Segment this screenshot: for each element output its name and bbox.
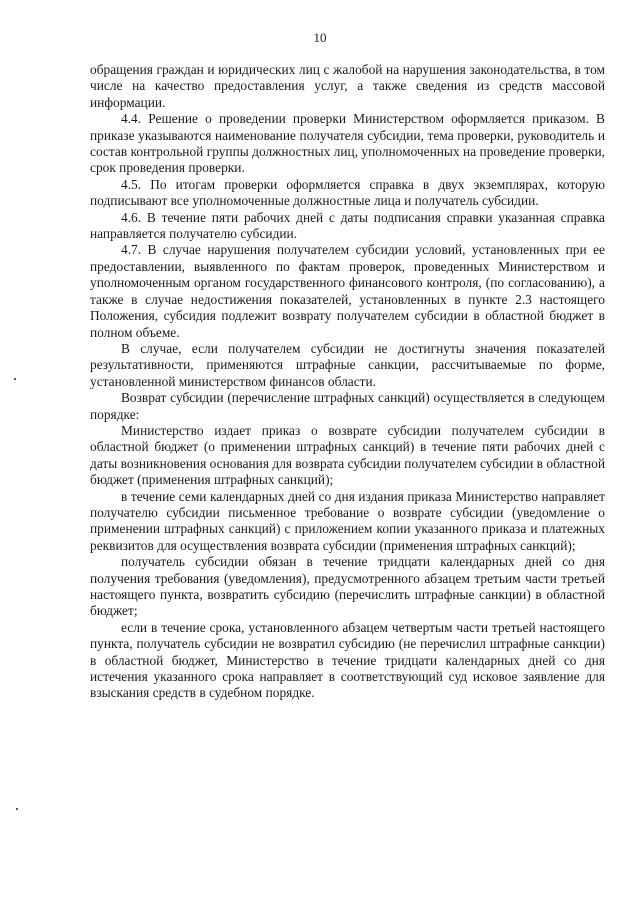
paragraph-4-6: 4.6. В течение пяти рабочих дней с даты подписания справки указанная справка направляется получателю субсидии. [90,209,605,242]
paragraph-recipient-obligation: получатель субсидии обязан в течение тридцати календарных дней со дня получения требования (уведомления), предусмотренного абзацем третьим части третьей настоящего пункта, возвратить субсидию (перечислить штрафные санкции) в областной бюджет; [90,554,605,619]
scan-speck [14,378,16,380]
scan-speck [16,808,18,810]
paragraph-notification: в течение семи календарных дней со дня издания приказа Министерство направляет получателю субсидии письменное требование о возврате субсидии (уведомление о применении штрафных санкций) с приложением копии указанного приказа и платежных реквизитов для осуществления возврата субсидии (применения штрафных санкций); [90,488,605,553]
page-number: 10 [313,30,327,45]
paragraph-court-action: если в течение срока, установленного абзацем четвертым части третьей настоящего пункта, получатель субсидии не возвратил субсидию (не перечислил штрафные санкции) в областной бюджет, Министерство в течение тридцати календарных дней со дня истечения указанного срока направляет в соответствующий суд исковое заявление для взыскания средств в судебном порядке. [90,619,605,701]
paragraph-penalties: В случае, если получателем субсидии не достигнуты значения показателей результативности, применяются штрафные санкции, рассчитываемые по форме, установленной министерством финансов области. [90,340,605,389]
paragraph-continuation: обращения граждан и юридических лиц с жалобой на нарушения законодательства, в том числе на качество предоставления услуг, а также сведения из средств массовой информации. [90,62,605,110]
paragraph-ministry-order: Министерство издает приказ о возврате субсидии получателем субсидии в областной бюджет (о применении штрафных санкций) в течение пяти рабочих дней с даты возникновения основания для возврата субсидии получателем субсидии в областной бюджет (применения штрафных санкций); [90,422,605,488]
paragraph-return-order: Возврат субсидии (перечисление штрафных санкций) осуществляется в следующем порядке: [90,390,605,422]
paragraph-4-7: 4.7. В случае нарушения получателем субсидии условий, установленных при ее предоставлении, выявленного по фактам проверок, проведенных Министерством и уполномоченным органом государственного финансового контроля, (по согласованию), а также в случае недостижения показателей, установленных в пункте 2.3 настоящего Положения, субсидия подлежит возврату получателем субсидии в областной бюджет в полном объеме. [90,242,605,340]
paragraph-4-5: 4.5. По итогам проверки оформляется справка в двух экземплярах, которую подписывают все уполномоченные должностные лица и получатель субсидии. [90,176,605,209]
paragraph-4-4: 4.4. Решение о проведении проверки Министерством оформляется приказом. В приказе указываются наименование получателя субсидии, тема проверки, руководитель и состав контрольной группы должностных лиц, уполномоченных на проведение проверки, срок проведения проверки. [90,111,605,176]
document-body [90,62,605,702]
